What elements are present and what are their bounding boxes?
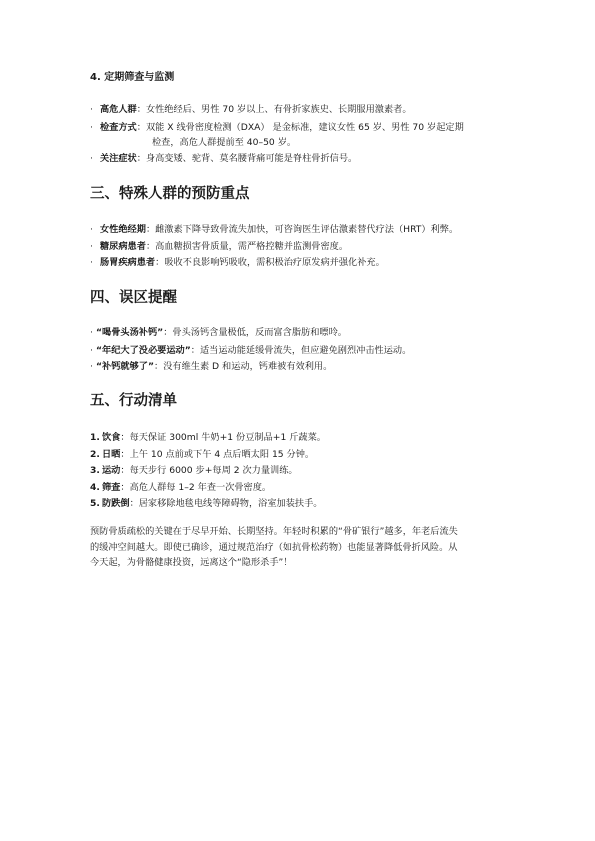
item-text: 适当运动能延缓骨流失，但应避免剧烈冲击性运动。 [199, 345, 412, 356]
section-heading-myths: 四、误区提醒 [90, 290, 177, 306]
item-label: 肠胃疾病患者 [100, 257, 156, 268]
item-label: 女性绝经期 [100, 224, 146, 235]
list-item: · 高危人群：女性绝经后、男性 70 岁以上、有骨折家族史、长期服用激素者。 [90, 104, 412, 115]
item-text-continuation: 检查，高危人群提前至 40–50 岁。 [152, 137, 297, 148]
list-item: · 检查方式：双能 X 线骨密度检测（DXA） 是金标准，建议女性 65 岁、男性 70 岁起定期 [90, 122, 464, 133]
item-text: 高血糖损害骨质量，需严格控糖并监测骨密度。 [155, 241, 349, 252]
item-text: 身高变矮、驼背、莫名腰背痛可能是脊柱骨折信号。 [145, 153, 358, 164]
paragraph-line: 今天起，为骨骼健康投资，远离这个“隐形杀手”！ [90, 557, 293, 568]
item-label: “补钙就够了” [96, 361, 155, 372]
bullet-icon: · [90, 327, 93, 338]
item-text: 骨头汤钙含量极低，反而富含脂肪和嘌呤。 [172, 327, 347, 338]
list-item: 1. 饮食：每天保证 300ml 牛奶+1 份豆制品+1 斤蔬菜。 [90, 432, 326, 443]
item-text: 上午 10 点前或下午 4 点后晒太阳 15 分钟。 [129, 449, 315, 460]
item-label: “年纪大了没必要运动” [96, 345, 191, 356]
item-number: 4. [90, 482, 100, 493]
item-label: “喝骨头汤补钙” [96, 327, 164, 338]
item-label: 高危人群 [100, 104, 137, 115]
item-text: 雌激素下降导致骨流失加快，可咨询医生评估激素替代疗法（HRT）利弊。 [155, 224, 459, 235]
list-item: · 女性绝经期：雌激素下降导致骨流失加快，可咨询医生评估激素替代疗法（HRT）利弊。 [90, 224, 459, 235]
item-text: 女性绝经后、男性 70 岁以上、有骨折家族史、长期服用激素者。 [145, 104, 412, 115]
list-item: 2. 日晒：上午 10 点前或下午 4 点后晒太阳 15 分钟。 [90, 449, 315, 460]
item-number: 1. [90, 432, 100, 443]
item-text: 没有维生素 D 和运动，钙难被有效利用。 [163, 361, 333, 372]
list-item: 3. 运动：每天步行 6000 步+每周 2 次力量训练。 [90, 465, 298, 476]
list-item: 4. 筛查：高危人群每 1–2 年查一次骨密度。 [90, 482, 272, 493]
item-label: 防跌倒 [102, 498, 130, 509]
bullet-icon: · [90, 257, 93, 268]
item-number: 2. [90, 449, 100, 460]
section-heading-screening: 4. 定期筛查与监测 [90, 72, 175, 83]
list-item: · “喝骨头汤补钙”：骨头汤钙含量极低，反而富含脂肪和嘌呤。 [90, 327, 347, 338]
item-label: 运动 [102, 465, 121, 476]
item-number: 3. [90, 465, 100, 476]
item-label: 关注症状 [100, 153, 137, 164]
list-item: 5. 防跌倒：居家移除地毯电线等障碍物，浴室加装扶手。 [90, 498, 323, 509]
item-text: 居家移除地毯电线等障碍物，浴室加装扶手。 [138, 498, 323, 509]
item-text: 每天步行 6000 步+每周 2 次力量训练。 [129, 465, 298, 476]
bullet-icon: · [90, 241, 93, 252]
item-label: 检查方式 [100, 122, 137, 133]
bullet-icon: · [90, 345, 93, 356]
list-item: · 糖尿病患者：高血糖损害骨质量，需严格控糖并监测骨密度。 [90, 241, 349, 252]
bullet-icon: · [90, 122, 93, 133]
list-item: · “补钙就够了”：没有维生素 D 和运动，钙难被有效利用。 [90, 361, 333, 372]
bullet-icon: · [90, 153, 93, 164]
item-label: 糖尿病患者 [100, 241, 146, 252]
item-text: 每天保证 300ml 牛奶+1 份豆制品+1 斤蔬菜。 [129, 432, 326, 443]
list-item: · 肠胃疾病患者：吸收不良影响钙吸收，需积极治疗原发病并强化补充。 [90, 257, 385, 268]
item-label: 筛查 [102, 482, 121, 493]
bullet-icon: · [90, 361, 93, 372]
conclusion-paragraph [90, 524, 458, 571]
bullet-icon: · [90, 104, 93, 115]
paragraph-line: 预防骨质疏松的关键在于尽早开始、长期坚持。年轻时积累的“骨矿银行”越多，年老后流失 [90, 526, 458, 537]
item-text: 吸收不良影响钙吸收，需积极治疗原发病并强化补充。 [164, 257, 385, 268]
list-item: · “年纪大了没必要运动”：适当运动能延缓骨流失，但应避免剧烈冲击性运动。 [90, 345, 412, 356]
item-label: 饮食 [102, 432, 121, 443]
item-number: 5. [90, 498, 100, 509]
section-heading-special: 三、特殊人群的预防重点 [90, 186, 250, 202]
item-text: 高危人群每 1–2 年查一次骨密度。 [129, 482, 272, 493]
item-text: 双能 X 线骨密度检测（DXA） 是金标准，建议女性 65 岁、男性 70 岁起定期 [145, 122, 464, 133]
list-item: · 关注症状：身高变矮、驼背、莫名腰背痛可能是脊柱骨折信号。 [90, 153, 358, 164]
section-heading-actions: 五、行动清单 [90, 393, 177, 409]
paragraph-line: 的缓冲空间越大。即使已确诊，通过规范治疗（如抗骨松药物）也能显著降低骨折风险。从 [90, 541, 458, 553]
item-label: 日晒 [102, 449, 121, 460]
bullet-icon: · [90, 224, 93, 235]
